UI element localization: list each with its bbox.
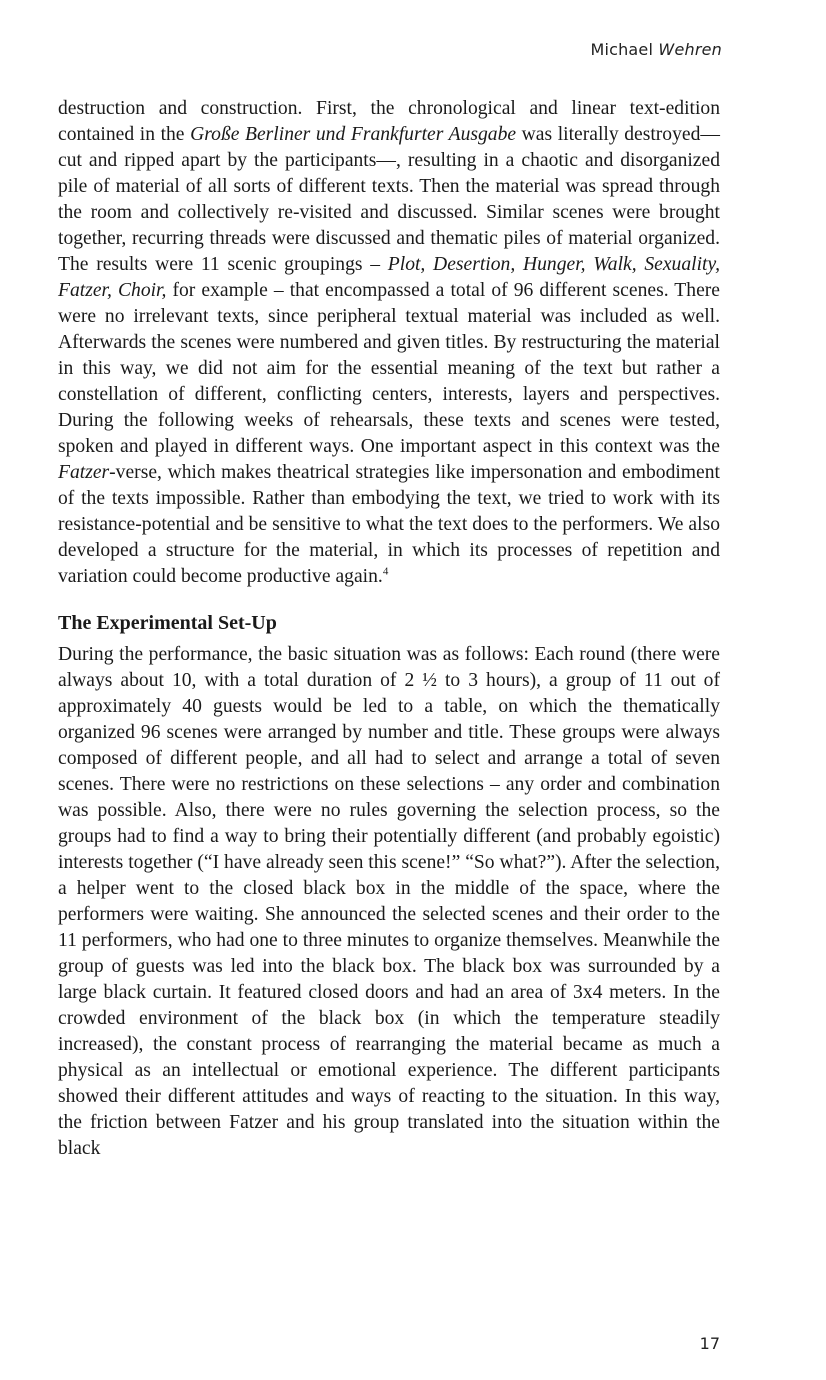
para1-segment-2: was literally destroyed—cut and ripped apart by the participants—, resulting in a chaotic and disorganized pile of material of all sorts of different texts. Then the material was spread through the room and collectively re-visited and discussed. Similar scenes were brought together, recurring threads were discussed and thematic piles of material organized. The results were 11 scenic groupings – (58, 124, 720, 275)
paragraph-continuation (58, 96, 720, 590)
scenic-groupings-list: Plot, Desertion, Hunger, Walk, Sexuality, Fatzer, Choir, (58, 254, 720, 301)
footnote-reference: 4 (382, 565, 389, 578)
author-first-name: Michael (590, 40, 654, 59)
page-number: 17 (699, 1334, 720, 1353)
body-text (58, 96, 720, 1162)
para1-segment-4: -verse, which makes theatrical strategies like impersonation and embodiment of the texts impossible. Rather than embodying the text, we tried to work with its resistance-potential and be sensitive to what the text does to the performers. We also developed a structure for the material, in which its processes of repetition and variation could become productive again. (58, 462, 720, 587)
para1-segment-3: for example – that encompassed a total of 96 different scenes. There were no irrelevant texts, since peripheral textual material was included as well. Afterwards the scenes were numbered and given titles. By restructuring the material in this way, we did not aim for the essential meaning of the text but rather a constellation of different, conflicting centers, interests, layers and perspectives. During the following weeks of rehearsals, these texts and scenes were tested, spoken and played in different ways. One important aspect in this context was the (58, 280, 720, 457)
section-paragraph: During the performance, the basic situation was as follows: Each round (there were always about 10, with a total duration of 2 ½ to 3 hours), a group of 11 out of approximately 40 guests would be led to a table, on which the thematically organized 96 scenes were arranged by number and title. These groups were always composed of different people, and all had to select and arrange a total of seven scenes. There were no restrictions on these selections – any order and combination was possible. Also, there were no rules governing the selection process, so the groups had to find a way to bring their potentially different (and probably egoistic) interests together (“I have already seen this scene!” “So what?”). After the selection, a helper went to the closed black box in the middle of the space, where the performers were waiting. She announced the selected scenes and their order to the 11 performers, who had one to three minutes to organize themselves. Meanwhile the group of guests was led into the black box. The black box was surrounded by a large black curtain. It featured closed doors and had an area of 3x4 meters. In the crowded environment of the black box (in which the temperature steadily increased), the constant process of rearranging the material became as much a physical as an intellectual or emotional experience. The different participants showed their different attitudes and ways of reacting to the situation. In this way, the friction between Fatzer and his group translated into the situation within the black (58, 644, 720, 1159)
edition-title: Große Berliner und Frankfurter Ausgabe (190, 124, 517, 145)
para1-segment-1: destruction and construction. First, the chronological and linear text-edition contained in the (58, 98, 720, 145)
running-head (590, 40, 722, 59)
fatzer-title: Fatzer (58, 462, 110, 483)
author-last-name: Wehren (658, 40, 722, 59)
section-heading: The Experimental Set-Up (58, 612, 277, 634)
